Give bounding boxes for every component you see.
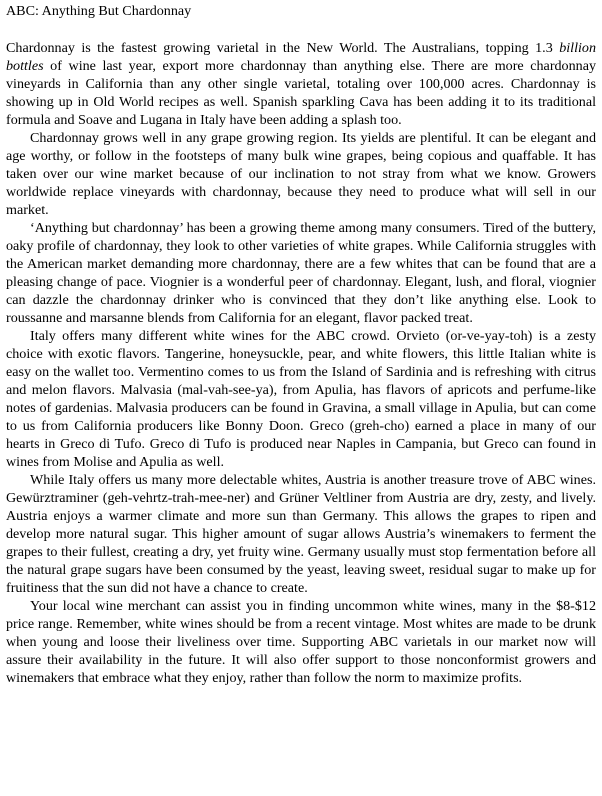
paragraph-intro	[6, 39, 596, 129]
paragraph-anything-but-chardonnay: ‘Anything but chardonnay’ has been a growing theme among many consumers. Tired of the buttery, oaky profile of chardonnay, they look to other varieties of white grapes. While California struggles with the American market demanding more chardonnay, there are a few whites that can be found that are a pleasing change of pace. Viognier is a wonderful peer of chardonnay. Elegant, lush, and floral, viognier can dazzle the chardonnay drinker who is convinced that they don’t like anything else. Look to roussanne and marsanne blends from California for an elegant, flavor packed treat.	[6, 220, 596, 326]
paragraph-austria: While Italy offers us many more delectable whites, Austria is another treasure trove of ABC wines. Gewürztraminer (geh-vehrtz-trah-mee-ner) and Grüner Veltliner from Austria are dry, zesty, and lively. Austria enjoys a warmer climate and more sun than Germany. This allows the grapes to ripen and develop more natural sugar. This higher amount of sugar allows Austria’s winemakers to ferment the grapes to their fullest, creating a dry, yet fruity wine. Germany usually must stop fermentation before all the natural grape sugars have been consumed by the yeast, leaving sweet, residual sugar to make up for fruitiness that the sun did not have a chance to create.	[6, 472, 596, 596]
paragraph-growth: Chardonnay grows well in any grape growing region. Its yields are plentiful. It can be elegant and age worthy, or follow in the footsteps of many bulk wine grapes, being copious and quaffable. It has taken over our wine market because of our inclination to not stray from what we know. Growers worldwide replace vineyards with chardonnay, because they need to produce what will sell in our market.	[6, 130, 596, 218]
document-page	[6, 2, 596, 687]
paragraph-italy: Italy offers many different white wines for the ABC crowd. Orvieto (or-ve-yay-toh) is a zesty choice with exotic flavors. Tangerine, honeysuckle, pear, and white flowers, this little Italian white is easy on the wallet too. Vermentino comes to us from the Island of Sardinia and is refreshing with citrus and melon flavors. Malvasia (mal-vah-see-ya), from Apulia, has flavors of apricots and perfume-like notes of gardenias. Malvasia producers can be found in Gravina, a small village in Apulia, but can come to us from California producers like Bonny Doon. Greco (greh-cho) earned a place in many of our hearts in Greco di Tufo. Greco di Tufo is produced near Naples in Campania, but Greco can found in wines from Molise and Apulia as well.	[6, 328, 596, 470]
document-title: ABC: Anything But Chardonnay	[6, 3, 192, 19]
paragraph-intro-text-end: of wine last year, export more chardonnay than anything else. There are more chardonnay vineyards in California than any other single varietal, totaling over 100,000 acres. Chardonnay is showing up in Old World recipes as well. Spanish sparkling Cava has been adding it to its traditional formula and Soave and Lugana in Italy have been adding a splash too.	[6, 58, 596, 128]
paragraph-wine-merchant: Your local wine merchant can assist you in finding uncommon white wines, many in the $8-$12 price range. Remember, white wines should be from a recent vintage. Most whites are made to be drunk when young and loose their liveliness over time. Supporting ABC varietals in our market now will assure their availability in the future. It will also offer support to those nonconformist growers and winemakers that embrace what they enjoy, rather than follow the norm to maximize profits.	[6, 598, 596, 686]
paragraph-intro-text-start: Chardonnay is the fastest growing varietal in the New World. The Australians, topping 1.3	[6, 40, 560, 56]
title-spacer	[6, 20, 596, 39]
paragraph-intro-emphasis: billion bottles	[6, 40, 596, 74]
